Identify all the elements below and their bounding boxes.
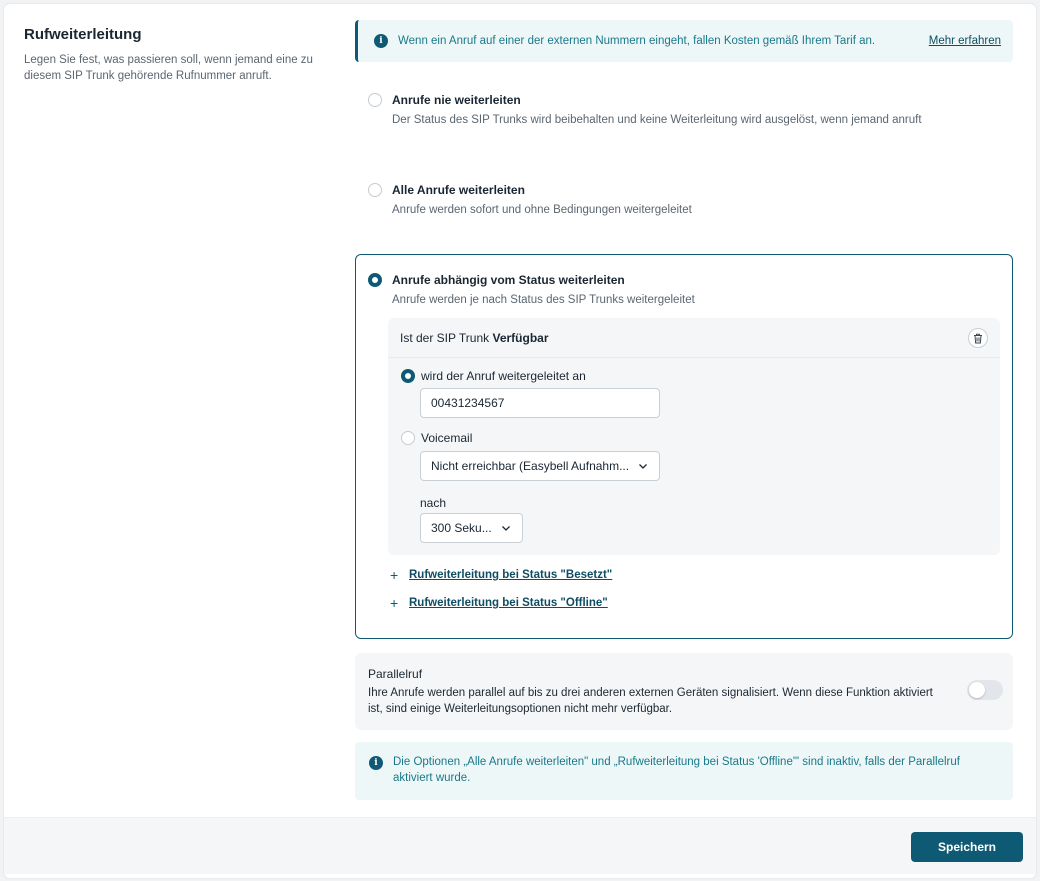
option-description: Der Status des SIP Trunks wird beibehalten und keine Weiterleitung wird ausgelöst, wenn jemand anruft bbox=[392, 114, 922, 126]
voicemail-option[interactable] bbox=[401, 431, 472, 445]
cost-info-text: Wenn ein Anruf auf einer der externen Nummern eingeht, fallen Kosten gemäß Ihrem Tarif an. bbox=[398, 35, 876, 47]
chevron-down-icon bbox=[500, 522, 512, 534]
parallel-info-banner bbox=[355, 742, 1013, 800]
toggle-knob bbox=[969, 682, 985, 698]
cost-info-banner bbox=[355, 20, 1013, 62]
radio-never-forward[interactable] bbox=[368, 93, 382, 107]
option-forward-by-status[interactable] bbox=[368, 273, 695, 306]
option-description: Anrufe werden sofort und ohne Bedingungen weitergeleitet bbox=[392, 204, 692, 216]
trash-icon bbox=[973, 333, 983, 344]
delay-select-value: 300 Seku... bbox=[431, 521, 492, 535]
option-never-forward[interactable] bbox=[368, 93, 922, 126]
parallel-info-text: Die Optionen „Alle Anrufe weiterleiten" und „Rufweiterleitung bei Status 'Offline'" sind inaktiv, falls der Parallelruf aktiviert wurde. bbox=[393, 756, 960, 784]
radio-forward-by-status[interactable] bbox=[368, 273, 382, 287]
forward-to-option[interactable] bbox=[401, 369, 586, 383]
delay-select[interactable] bbox=[420, 513, 523, 543]
radio-voicemail[interactable] bbox=[401, 431, 415, 445]
plus-icon: + bbox=[390, 595, 399, 611]
add-offline-forward-link[interactable] bbox=[390, 597, 608, 609]
forward-number-input[interactable]: 00431234567 bbox=[420, 388, 660, 418]
option-label: Alle Anrufe weiterleiten bbox=[392, 183, 525, 197]
status-rule-prefix: Ist der SIP Trunk bbox=[400, 330, 490, 345]
parallel-call-description: Ihre Anrufe werden parallel auf bis zu drei anderen externen Geräten signalisiert. Wenn diese Funktion aktiviert ist, sind einige Weiterleitungsoptionen nicht mehr verfügbar. bbox=[368, 687, 933, 715]
status-rule-title bbox=[400, 331, 549, 345]
radio-forward-to-number[interactable] bbox=[401, 369, 415, 383]
radio-forward-all[interactable] bbox=[368, 183, 382, 197]
info-icon: i bbox=[374, 34, 388, 48]
parallel-call-toggle[interactable] bbox=[967, 680, 1003, 700]
footer-bar bbox=[4, 817, 1036, 874]
voicemail-select-value: Nicht erreichbar (Easybell Aufnahm... bbox=[431, 459, 629, 473]
plus-icon: + bbox=[390, 567, 399, 583]
parallel-call-panel bbox=[355, 653, 1013, 730]
parallel-call-title: Parallelruf bbox=[368, 667, 423, 681]
option-description: Anrufe werden je nach Status des SIP Trunks weitergeleitet bbox=[392, 294, 695, 306]
option-label: Anrufe abhängig vom Status weiterleiten bbox=[392, 273, 625, 287]
status-rule-status: Verfügbar bbox=[492, 330, 549, 345]
voicemail-label: Voicemail bbox=[421, 431, 473, 445]
after-label: nach bbox=[420, 496, 447, 510]
delete-rule-button[interactable] bbox=[968, 328, 988, 348]
status-rule-header bbox=[388, 318, 1000, 358]
info-icon: i bbox=[369, 756, 383, 770]
add-busy-forward-label: Rufweiterleitung bei Status "Besetzt" bbox=[409, 569, 613, 581]
add-busy-forward-link[interactable] bbox=[390, 569, 612, 581]
option-label: Anrufe nie weiterleiten bbox=[392, 93, 521, 107]
forward-to-label: wird der Anruf weitergeleitet an bbox=[421, 369, 586, 383]
chevron-down-icon bbox=[637, 460, 649, 472]
learn-more-link[interactable]: Mehr erfahren bbox=[928, 35, 1001, 47]
option-forward-all[interactable] bbox=[368, 183, 692, 216]
section-title: Rufweiterleitung bbox=[24, 26, 142, 43]
section-description: Legen Sie fest, was passieren soll, wenn jemand eine zu diesem SIP Trunk gehörende Rufnummer anruft. bbox=[24, 54, 313, 82]
add-offline-forward-label: Rufweiterleitung bei Status "Offline" bbox=[409, 597, 608, 609]
voicemail-select[interactable] bbox=[420, 451, 660, 481]
save-button[interactable]: Speichern bbox=[911, 832, 1023, 862]
